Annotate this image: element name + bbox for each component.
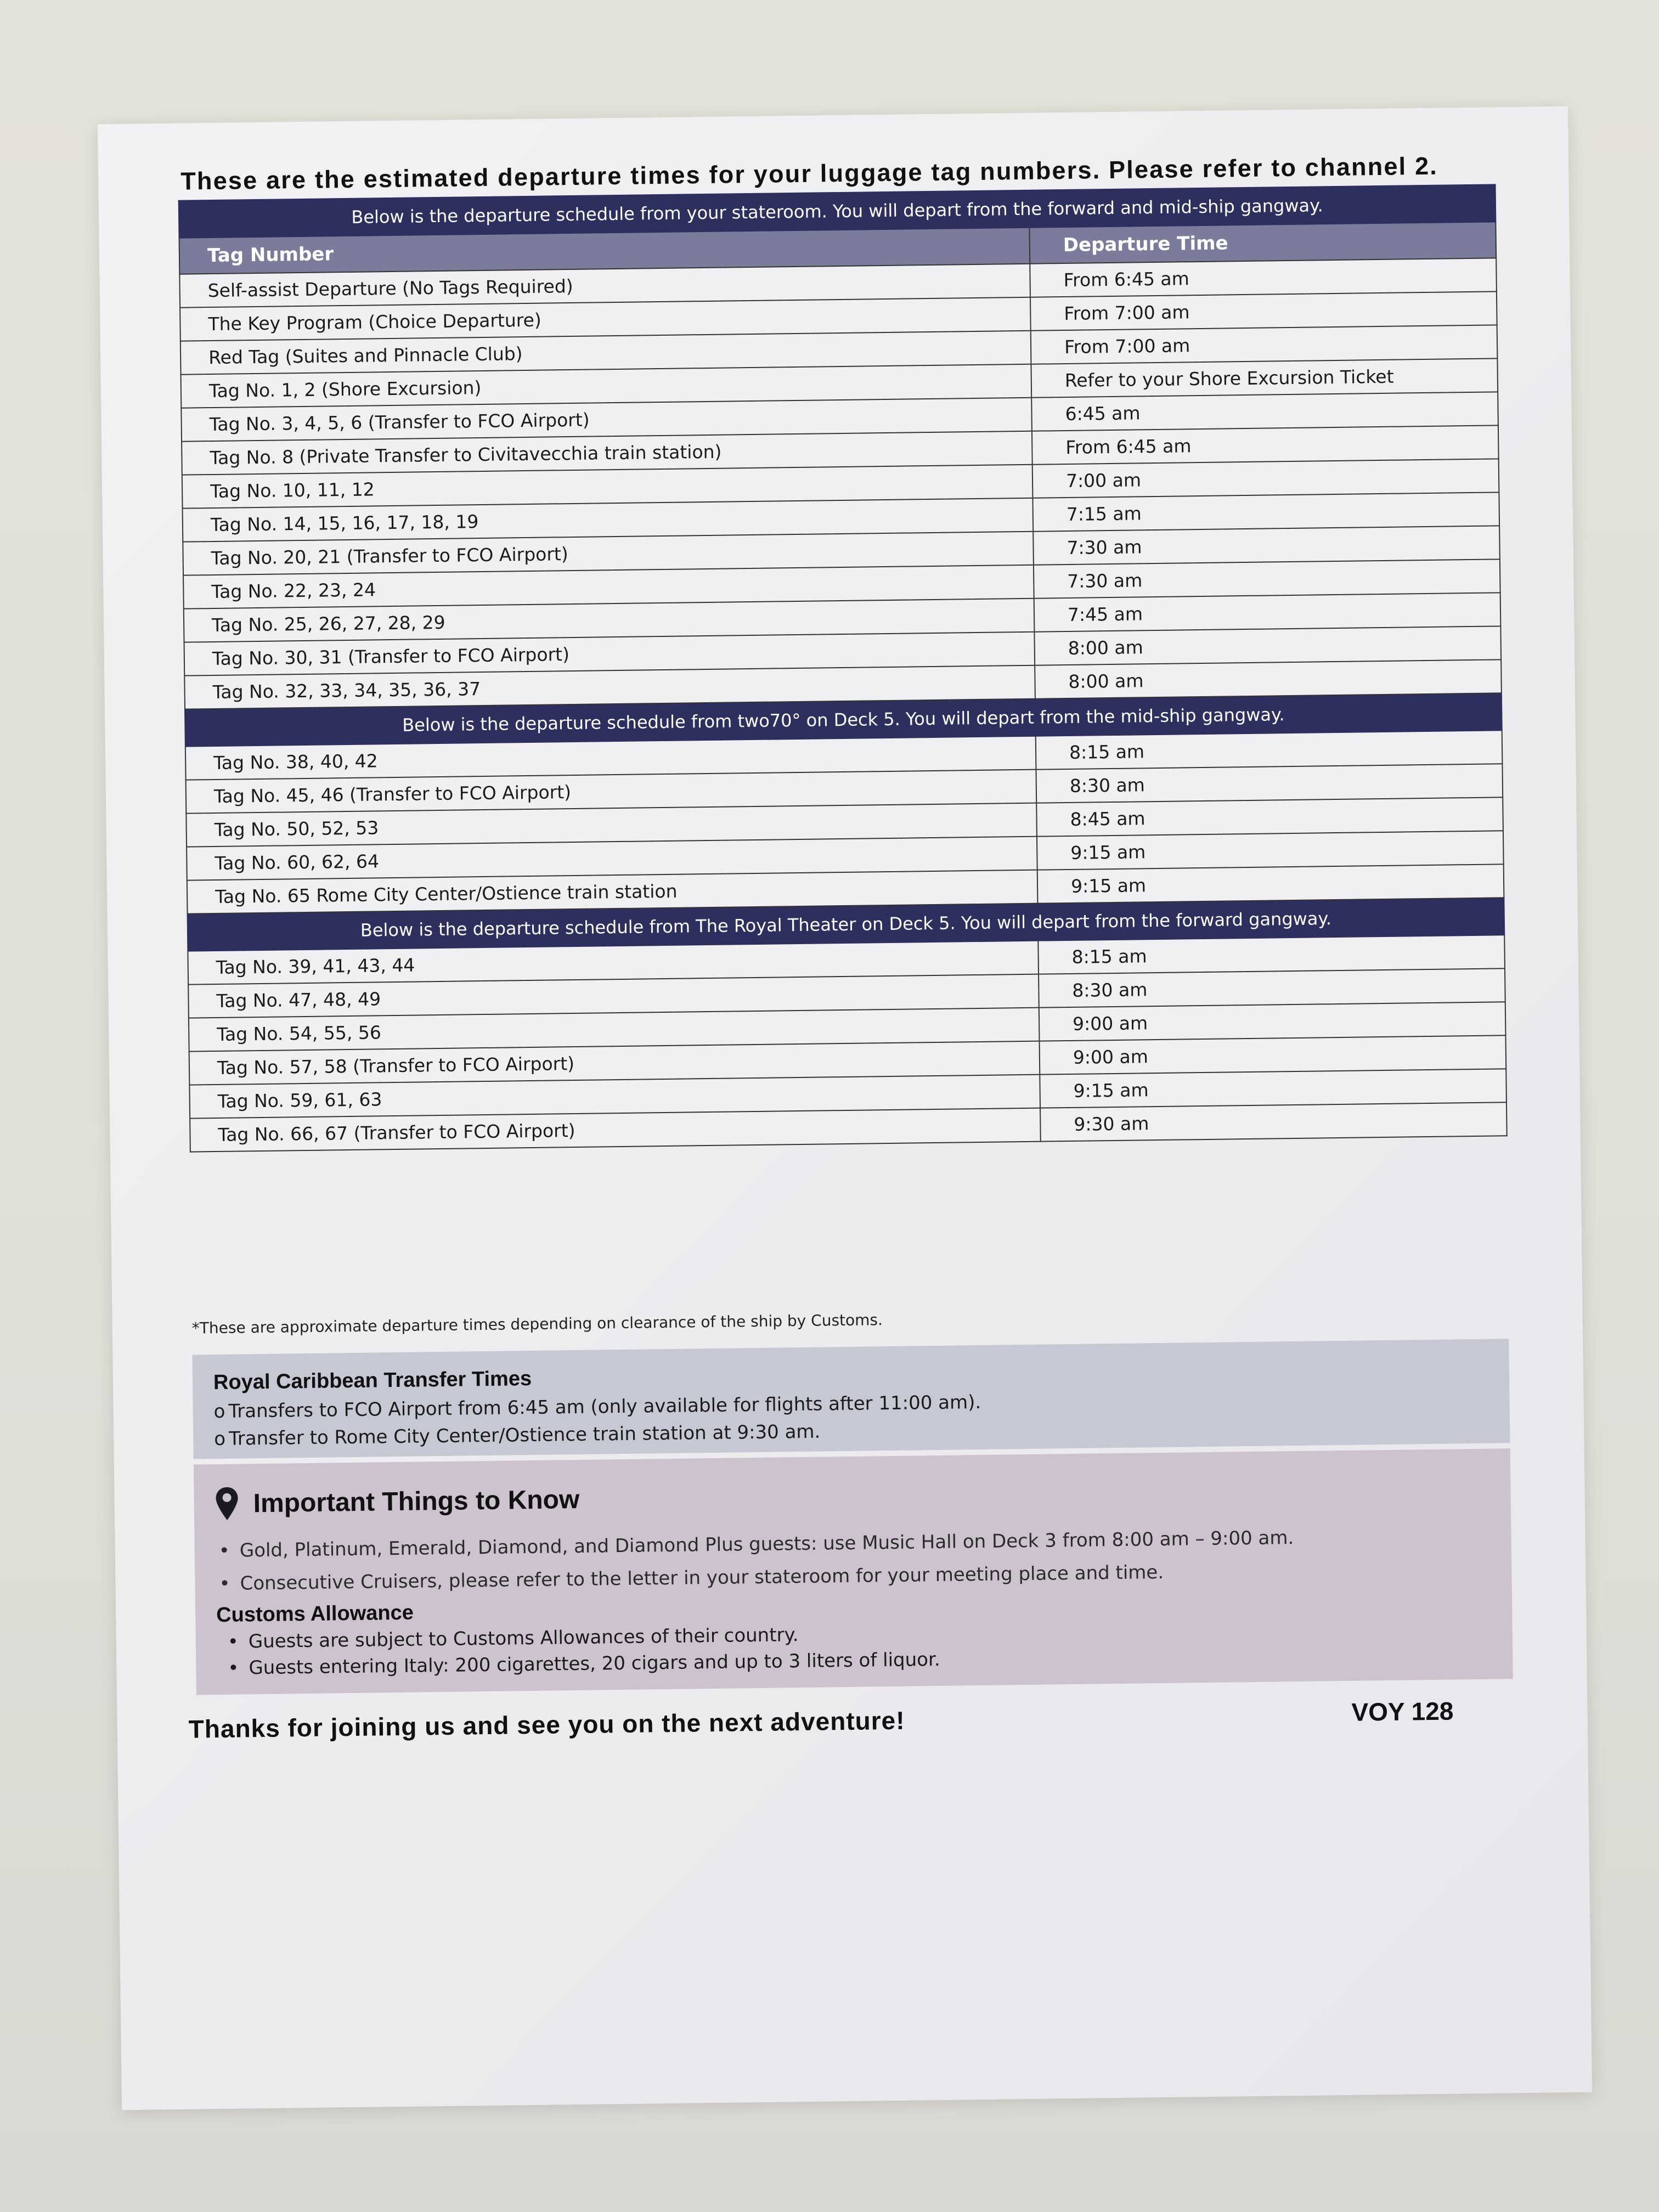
tag-number-cell: Tag No. 47, 48, 49 — [188, 974, 1039, 1018]
departure-time-cell: From 6:45 am — [1032, 425, 1499, 464]
tag-number-cell: Red Tag (Suites and Pinnacle Club) — [180, 331, 1031, 375]
tag-number-cell: Self-assist Departure (No Tags Required) — [179, 264, 1030, 308]
schedule-body — [179, 184, 1507, 1152]
customs-item-text: Guests are subject to Customs Allowances of their country. — [248, 1624, 799, 1653]
departure-schedule-table — [178, 184, 1508, 1152]
tag-number-cell: Tag No. 3, 4, 5, 6 (Transfer to FCO Airport) — [181, 398, 1032, 442]
departure-time-cell: 8:15 am — [1036, 730, 1503, 769]
tag-number-cell: Tag No. 65 Rome City Center/Ostience train station — [187, 870, 1038, 914]
departure-time-cell: 8:00 am — [1035, 659, 1502, 698]
departure-time-cell: 9:00 am — [1040, 1035, 1506, 1074]
customs-item: • Guests entering Italy: 200 cigarettes, 20 cigars and up to 3 liters of liquor. — [228, 1648, 940, 1679]
section-heading: Below is the departure schedule from two70° on Deck 5. You will depart from the mid-ship gangway. — [185, 693, 1502, 746]
headline: These are the estimated departure times for your luggage tag numbers. Please refer to channel 2. — [180, 151, 1438, 195]
transfer-times-box — [192, 1339, 1510, 1459]
departure-time-cell: 8:15 am — [1038, 935, 1505, 974]
customs-item: • Guests are subject to Customs Allowances of their country. — [227, 1624, 799, 1653]
tag-number-cell: Tag No. 22, 23, 24 — [183, 565, 1034, 609]
departure-time-cell: 9:15 am — [1040, 1069, 1506, 1108]
transfer-item-text: Transfers to FCO Airport from 6:45 am (only available for flights after 11:00 am). — [228, 1391, 981, 1423]
tag-number-cell: The Key Program (Choice Departure) — [180, 297, 1031, 341]
important-item: • Gold, Platinum, Emerald, Diamond, and Diamond Plus guests: use Music Hall on Deck 3 from 8:00 am – 9:00 am. — [218, 1527, 1294, 1562]
departure-time-cell: 9:30 am — [1040, 1102, 1507, 1141]
tag-number-cell: Tag No. 20, 21 (Transfer to FCO Airport) — [183, 532, 1034, 575]
transfer-item-text: Transfer to Rome City Center/Ostience train station at 9:30 am. — [228, 1420, 821, 1450]
customs-item-text: Guests entering Italy: 200 cigarettes, 20 cigars and up to 3 liters of liquor. — [249, 1648, 940, 1679]
map-pin-icon — [215, 1486, 239, 1522]
departure-time-cell: 6:45 am — [1031, 392, 1498, 431]
tag-number-cell: Tag No. 57, 58 (Transfer to FCO Airport) — [189, 1041, 1040, 1085]
tag-number-cell: Tag No. 10, 11, 12 — [182, 465, 1033, 509]
section-heading: Below is the departure schedule from your stateroom. You will depart from the forward and mid-ship gangway. — [179, 184, 1496, 238]
customs-title: Customs Allowance — [216, 1601, 414, 1627]
tag-number-cell: Tag No. 32, 33, 34, 35, 36, 37 — [184, 665, 1035, 709]
tag-number-cell: Tag No. 66, 67 (Transfer to FCO Airport) — [190, 1108, 1041, 1152]
tag-number-cell: Tag No. 45, 46 (Transfer to FCO Airport) — [186, 770, 1037, 814]
important-item: • Consecutive Cruisers, please refer to the letter in your stateroom for your meeting place and time. — [219, 1561, 1164, 1595]
tag-number-cell: Tag No. 1, 2 (Shore Excursion) — [181, 364, 1032, 408]
departure-time-cell: 9:15 am — [1037, 831, 1504, 870]
important-things-box — [194, 1448, 1513, 1695]
important-title: Important Things to Know — [253, 1485, 580, 1518]
tag-number-cell: Tag No. 25, 26, 27, 28, 29 — [184, 599, 1035, 642]
departure-time-cell: 8:00 am — [1034, 626, 1501, 665]
tag-number-cell: Tag No. 30, 31 (Transfer to FCO Airport) — [184, 632, 1035, 676]
departure-time-cell: 8:30 am — [1036, 764, 1503, 803]
section-heading: Below is the departure schedule from The Royal Theater on Deck 5. You will depart from the forward gangway. — [188, 898, 1505, 951]
tag-number-cell: Tag No. 50, 52, 53 — [186, 803, 1037, 847]
departure-time-cell: From 6:45 am — [1030, 258, 1497, 297]
departure-time-cell: 7:30 am — [1034, 559, 1500, 598]
tag-number-cell: Tag No. 39, 41, 43, 44 — [188, 941, 1039, 985]
departure-time-cell: 7:00 am — [1032, 459, 1499, 498]
bullet: o — [213, 1400, 225, 1423]
departure-time-cell: Refer to your Shore Excursion Ticket — [1031, 358, 1498, 397]
departure-time-cell: 8:30 am — [1039, 968, 1505, 1007]
transfer-title: Royal Caribbean Transfer Times — [213, 1367, 532, 1395]
important-item-text: Consecutive Cruisers, please refer to the letter in your stateroom for your meeting place and time. — [240, 1561, 1164, 1595]
important-header — [215, 1471, 1490, 1521]
column-header-departure-time: Departure Time — [1029, 222, 1496, 263]
tag-number-cell: Tag No. 60, 62, 64 — [187, 837, 1037, 881]
departure-time-cell: 8:45 am — [1036, 797, 1503, 836]
closing-message: Thanks for joining us and see you on the next adventure! — [188, 1706, 905, 1743]
tag-number-cell: Tag No. 54, 55, 56 — [189, 1008, 1040, 1052]
departure-time-cell: 7:45 am — [1034, 592, 1501, 631]
printed-sheet — [98, 106, 1592, 2110]
bullet: o — [214, 1427, 226, 1451]
departure-time-cell: From 7:00 am — [1031, 325, 1498, 364]
tag-number-cell: Tag No. 38, 40, 42 — [185, 736, 1036, 780]
tag-number-cell: Tag No. 59, 61, 63 — [189, 1075, 1040, 1119]
departure-time-cell: 9:00 am — [1039, 1002, 1506, 1041]
voyage-number: VOY 128 — [1351, 1696, 1454, 1726]
tag-number-cell: Tag No. 8 (Private Transfer to Civitavecchia train station) — [182, 431, 1032, 475]
departure-time-cell: From 7:00 am — [1030, 291, 1497, 330]
footnote: *These are approximate departure times depending on clearance of the ship by Customs. — [191, 1311, 883, 1338]
column-header-tag-number: Tag Number — [179, 228, 1030, 274]
departure-time-cell: 7:30 am — [1033, 526, 1500, 565]
departure-time-cell: 9:15 am — [1037, 864, 1504, 903]
important-item-text: Gold, Platinum, Emerald, Diamond, and Diamond Plus guests: use Music Hall on Deck 3 from 8:00 am – 9:00 am. — [239, 1527, 1294, 1562]
departure-time-cell: 7:15 am — [1032, 492, 1499, 531]
tag-number-cell: Tag No. 14, 15, 16, 17, 18, 19 — [183, 498, 1034, 542]
